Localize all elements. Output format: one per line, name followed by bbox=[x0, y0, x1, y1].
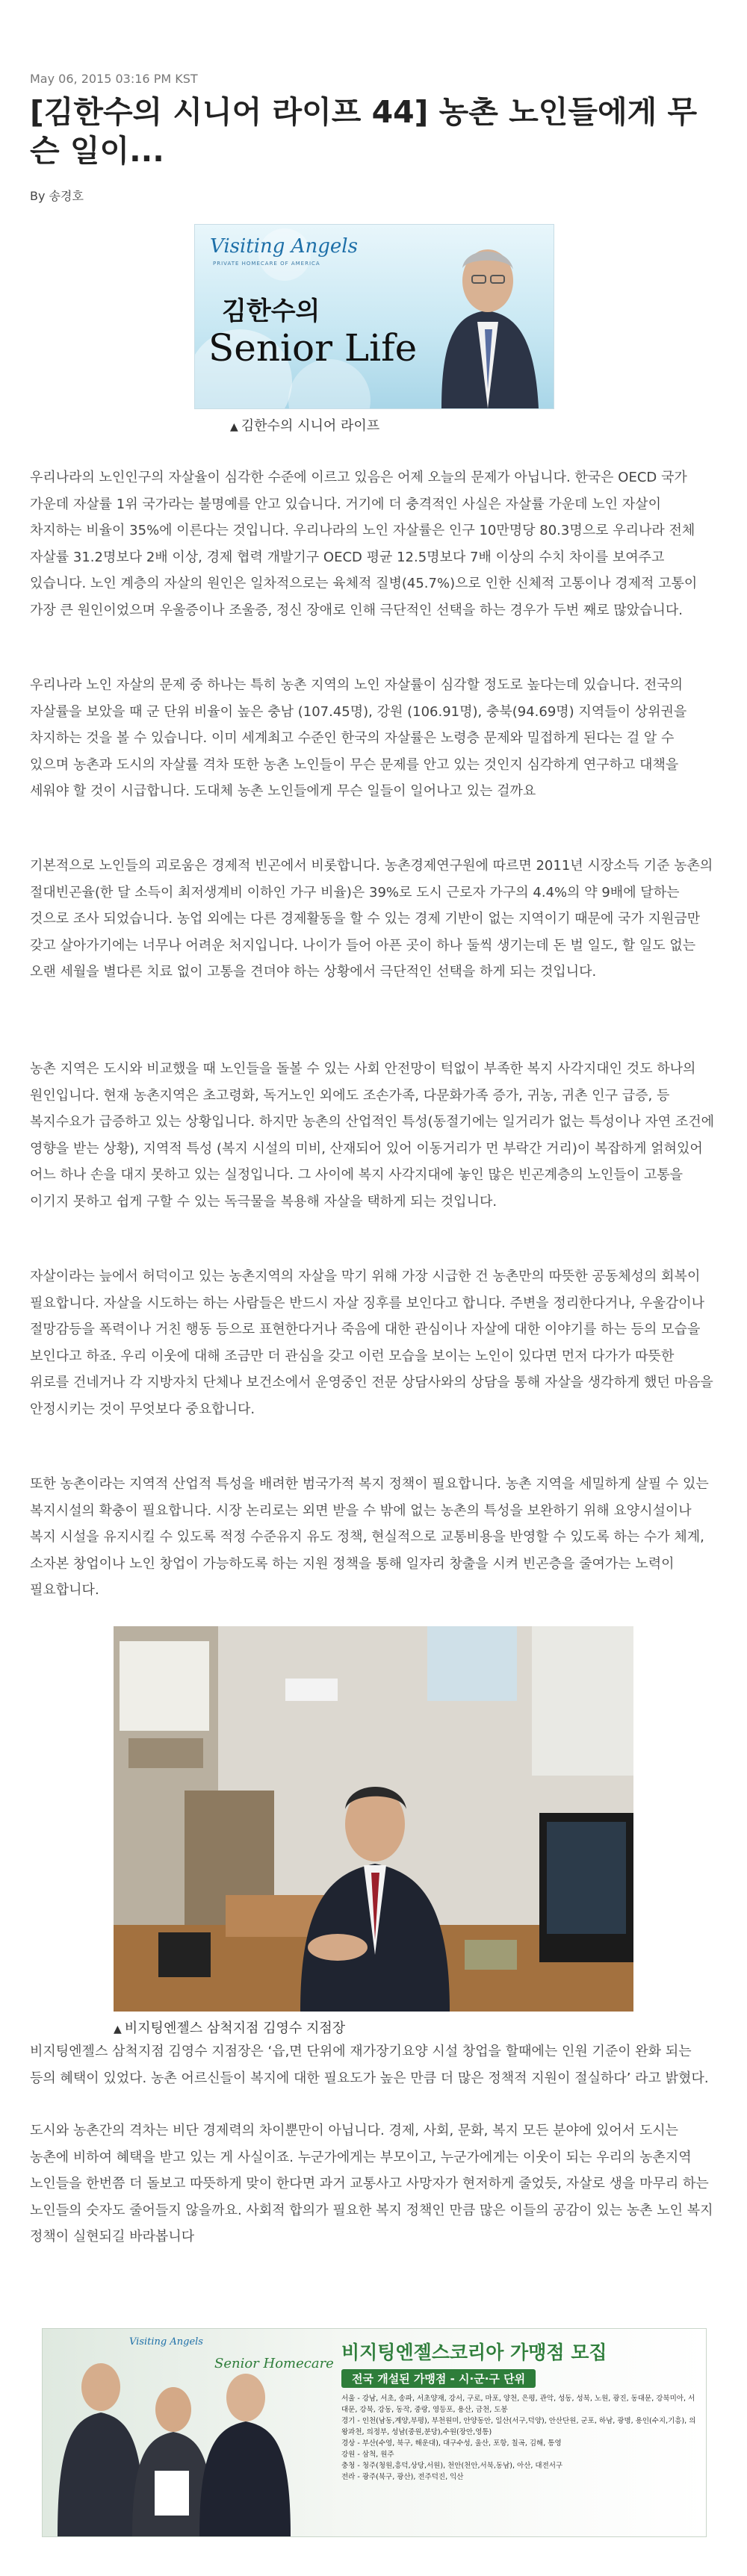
banner-series: Senior Life bbox=[208, 326, 418, 370]
senior-life-banner-image bbox=[194, 224, 554, 409]
banner-tagline: PRIVATE HOMECARE OF AMERICA bbox=[213, 261, 320, 267]
ad-region-line: 경기 - 인천(남동,계양,부평), 부천원미, 안양동안, 일산(서구,덕양), 안산단원, 군포, 하남, 광명, 용인(수지,기흥), 의왕과천, 의정부, 성남(중원,분당),수원(장안,영통) bbox=[341, 2417, 696, 2436]
ad-region-line: 충청 - 청주(청원,흥덕,상당,서원), 천안(천안,서북,동남), 아산, 대전서구 bbox=[341, 2462, 563, 2470]
ad-subtitle: 전국 개설된 가맹점 - 시·군·구 단위 bbox=[341, 2369, 536, 2388]
article-byline: By 송경호 bbox=[30, 189, 84, 203]
paragraph-1: 우리나라의 노인인구의 자살율이 심각한 수준에 이르고 있음은 어제 오늘의 문제가 아닙니다. 한국은 OECD 국가 가운데 자살률 1위 국가라는 불명예를 안고 있습니다. 거기에 더 충격적인 사실은 자살률 가운데 노인 자살이 차지하는 비율이 35%에 이른다는 것입니다. 우리나라의 노인 자살률은 인구 10만명당 80.3명으로 우리나라 전체 자살률 31.2명보다 2배 이상, 경제 협력 개발기구 OECD 평균 12.5명보다 7배 이상의 수치 차이를 보여주고 있습니다. 노인 계층의 자살의 원인은 일차적으로는 육체적 질병(45.7%)으로 인한 신체적 고통이나 경제적 고통이 가장 큰 원인이었으며 우울증이나 조울증, 정신 장애로 인해 극단적인 선택을 하는 경우가 두번 째로 많았습니다. bbox=[30, 470, 698, 618]
closing-paragraph-2: 도시와 농촌간의 격차는 비단 경제력의 차이뿐만이 아닙니다. 경제, 사회, 문화, 복지 모든 분야에 있어서 도시는 농촌에 비하여 혜택을 받고 있는 게 사실이죠. 누군가에게는 부모이고, 누군가에게는 이웃이 되는 우리의 농촌지역 노인들을 한번쯤 더 돌보고 따뜻하게 맞이 한다면 과거 교통사고 사망자가 현저하게 줄었듯, 자살로 생을 마무리 하는 노인들의 숫자도 줄어들지 않을까요. 사회적 합의가 필요한 복지 정책인 만큼 많은 이들의 공감이 있는 농촌 노인 복지 정책이 실현되길 바라봅니다 bbox=[30, 2123, 713, 2244]
ad-region-line: 강원 - 삼척, 원주 bbox=[341, 2451, 394, 2459]
office-photo-scene bbox=[114, 1626, 633, 2012]
photo-caption bbox=[114, 2017, 345, 2037]
office-photo bbox=[114, 1626, 633, 2012]
triangle-up-icon: ▲ bbox=[230, 421, 238, 433]
paragraph-4: 농촌 지역은 도시와 비교했을 때 노인들을 돌볼 수 있는 사회 안전망이 턱없이 부족한 복지 사각지대인 것도 하나의 원인입니다. 현재 농촌지역은 초고령화, 독거노인 외에도 조손가족, 다문화가족 증가, 귀농, 귀촌 인구 급증, 등 복지수요가 급증하고 있는 상황입니다. 하지만 농촌의 산업적인 특성(동절기에는 일거리가 없는 특성이나 자연 조건에 영향을 받는 상황), 지역적 특성 (복지 시설의 미비, 산재되어 있어 이동거리가 먼 부락간 거리)이 복잡하게 얽혀있어 어느 하나 손을 대지 못하고 있는 실정입니다. 그 사이에 복지 사각지대에 놓인 많은 빈곤계층의 노인들이 고통을 이기지 못하고 쉽게 구할 수 있는 독극물을 복용해 자살을 택하게 되는 것입니다. bbox=[30, 1061, 715, 1210]
ad-region-line: 경상 - 부산(수영, 북구, 해운대), 대구수성, 울산, 포항, 칠곡, 김해, 통영 bbox=[341, 2439, 562, 2448]
ad-logo-script: Senior Homecare bbox=[214, 2356, 334, 2371]
closing-paragraph-1: 비지팅엔젤스 삼척지점 김영수 지점장은 ‘읍,면 단위에 재가장기요양 시설 창업을 할때에는 인원 기준이 완화 되는 등의 혜택이 있었다. 농촌 어르신들이 복지에 대한 필요도가 높은 만큼 더 많은 정책적 지원이 절실하다’ 라고 밝혔다. bbox=[30, 2044, 709, 2086]
ad-region-line: 전라 - 광주(북구, 광산), 전주덕진, 익산 bbox=[341, 2473, 464, 2481]
paragraph-3: 기본적으로 노인들의 괴로움은 경제적 빈곤에서 비롯합니다. 농촌경제연구원에 따르면 2011년 시장소득 기준 농촌의 절대빈곤율(한 달 소득이 최저생계비 이하인 가구 비율)은 39%로 도시 근로자 가구의 4.4%의 약 9배에 달하는 것으로 조사 되었습니다. 농업 외에는 다른 경제활동을 할 수 있는 경제 기반이 없는 지역이기 때문에 국가 지원금만 갖고 살아가기에는 너무나 어려운 처지입니다. 나이가 들어 아픈 곳이 하나 둘씩 생기는데 돈 벌 일도, 할 일도 없는 오랜 세월을 별다른 치료 없이 고통을 견뎌야 하는 상황에서 극단적인 선택을 하게 되는 것입니다. bbox=[30, 858, 713, 980]
ad-title: 비지팅엔젤스코리아 가맹점 모집 bbox=[341, 2342, 607, 2363]
article-date: May 06, 2015 03:16 PM KST bbox=[30, 72, 198, 86]
article-title: [김한수의 시니어 라이프 44] 농촌 노인들에게 무슨 일이... bbox=[30, 94, 698, 169]
ad-region-line: 서울 - 강남, 서초, 송파, 서초양재, 강서, 구로, 마포, 양천, 은평, 관악, 성동, 성북, 노원, 광진, 동대문, 강북미아, 서대문, 강북, 강동, 동작, 중랑, 영등포, 용산, 금천, 도봉 bbox=[341, 2395, 695, 2414]
triangle-up-icon: ▲ bbox=[114, 2023, 122, 2035]
paragraph-5: 자살이라는 늪에서 허덕이고 있는 농촌지역의 자살을 막기 위해 가장 시급한 건 농촌만의 따뜻한 공동체성의 회복이 필요합니다. 자살을 시도하는 하는 사람들은 반드시 자살 징후를 보인다고 합니다. 주변을 정리한다거나, 우울감이나 절망감등을 폭력이나 거친 행동 등으로 표현한다거나 죽음에 대한 관심이나 자살에 대한 이야기를 하는 등의 모습을 보인다고 하죠. 우리 이웃에 대해 조금만 더 관심을 갖고 이런 모습을 보이는 노인이 있다면 먼저 다가가 따뜻한 위로를 건네거나 각 지방자치 단체나 보건소에서 운영중인 전문 상담사와의 상담을 통해 자살을 생각하게 했던 마음을 안정시키는 것이 무엇보다 중요합니다. bbox=[30, 1269, 713, 1417]
franchise-ad-banner bbox=[42, 2328, 707, 2537]
banner-caption bbox=[230, 415, 379, 435]
banner-caption-text: 김한수의 시니어 라이프 bbox=[241, 418, 380, 434]
banner-brand: Visiting Angels bbox=[210, 235, 358, 258]
ad-region-list bbox=[341, 2393, 698, 2483]
paragraph-2: 우리나라 노인 자살의 문제 중 하나는 특히 농촌 지역의 노인 자살률이 심각할 정도로 높다는데 있습니다. 전국의 자살률을 보았을 때 군 단위 비율이 높은 충남 (107.45명), 강원 (106.91명), 충북(94.69명) 지역들이 상위권을 차지하는 것을 볼 수 있습니다. 이미 세계최고 수준인 한국의 자살률은 노령층 문제와 밀접하게 된다는 걸 알 수 있으며 농촌과 도시의 자살률 격차 또한 농촌 노인들이 무슨 문제를 안고 있는 것인지 심각하게 연구하고 대책을 세워야 할 것이 시급합니다. 도대체 농촌 노인들에게 무슨 일들이 일어나고 있는 걸까요 bbox=[30, 677, 687, 799]
ad-logo-small: Visiting Angels bbox=[129, 2336, 203, 2348]
banner-name: 김한수의 bbox=[222, 296, 320, 326]
photo-caption-text: 비지팅엔젤스 삼척지점 김영수 지점장 bbox=[124, 2020, 346, 2036]
paragraph-6: 또한 농촌이라는 지역적 산업적 특성을 배려한 범국가적 복지 정책이 필요합니다. 농촌 지역을 세밀하게 살필 수 있는 복지시설의 확충이 필요합니다. 시장 논리로는 외면 받을 수 밖에 없는 농촌의 특성을 보완하기 위해 요양시설이나 복지 시설을 유지시킬 수 있도록 적정 수준유지 유도 정책, 현실적으로 교통비용을 반영할 수 있도록 하는 수가 체계, 소자본 창업이나 노인 창업이 가능하도록 하는 지원 정책을 통해 일자리 창출을 시켜 빈곤층을 줄여가는 노력이 필요합니다. bbox=[30, 1476, 709, 1598]
